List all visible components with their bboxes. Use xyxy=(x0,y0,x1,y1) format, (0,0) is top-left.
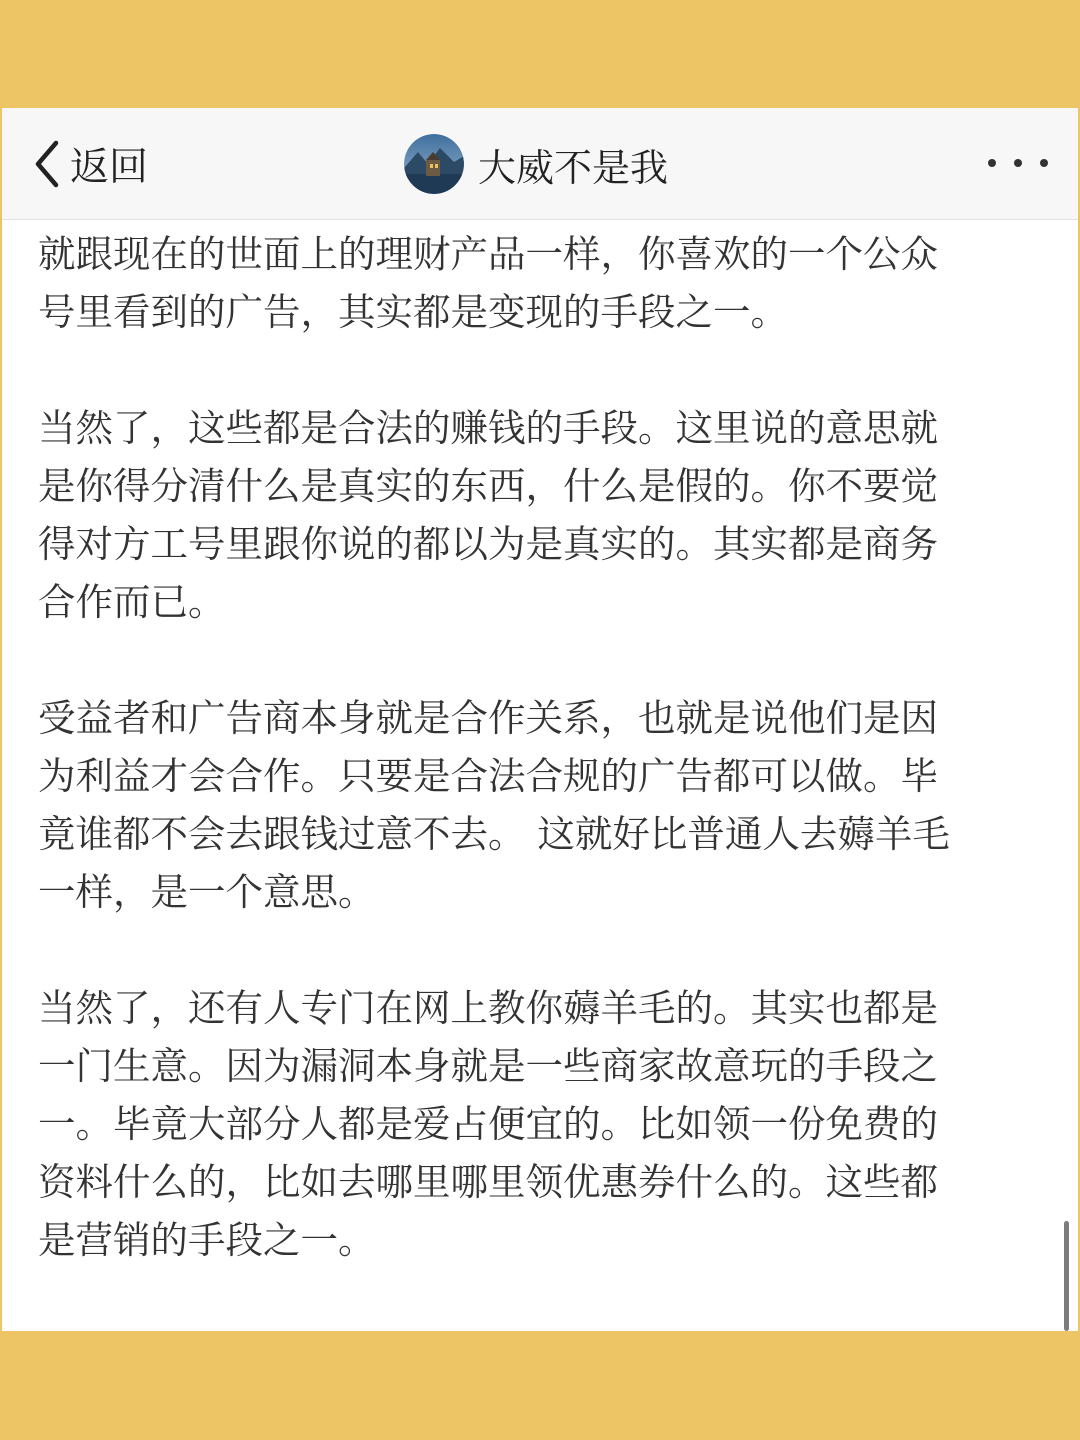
author-profile[interactable] xyxy=(404,133,668,195)
back-label: 返回 xyxy=(70,145,149,190)
avatar[interactable] xyxy=(404,134,464,194)
app-frame xyxy=(2,108,1078,1331)
chevron-left-icon xyxy=(32,139,62,189)
article-paragraph: 就跟现在的世面上的理财产品一样，你喜欢的一个公众 号里看到的广告，其实都是变现的手段之一。 xyxy=(38,232,938,334)
article-paragraph: 受益者和广告商本身就是合作关系，也就是说他们是因 为利益才会合作。只要是合法合规的广告都可以做。毕 竟谁都不会去跟钱过意不去。 这就好比普通人去薅羊毛 一样，是一个意思。 xyxy=(38,696,950,914)
more-dot xyxy=(1040,159,1048,167)
more-dot xyxy=(988,159,996,167)
more-dot xyxy=(1014,159,1022,167)
back-button[interactable] xyxy=(32,138,148,190)
vertical-scrollbar[interactable] xyxy=(1064,1221,1069,1331)
article-body xyxy=(38,225,1038,1327)
top-nav-bar xyxy=(2,108,1078,220)
more-options-button[interactable] xyxy=(988,151,1048,175)
author-name[interactable]: 大威不是我 xyxy=(478,145,669,190)
article-paragraph: 当然了，还有人专门在网上教你薅羊毛的。其实也都是 一门生意。因为漏洞本身就是一些商家故意玩的手段之 一。毕竟大部分人都是爱占便宜的。比如领一份免费的 资料什么的，比如去哪里哪里领优惠券什么的。这些都 是营销的手段之一。 xyxy=(38,986,938,1262)
article-paragraph: 当然了，这些都是合法的赚钱的手段。这里说的意思就 是你得分清什么是真实的东西，什么是假的。你不要觉 得对方工号里跟你说的都以为是真实的。其实都是商务 合作而已。 xyxy=(38,406,938,624)
